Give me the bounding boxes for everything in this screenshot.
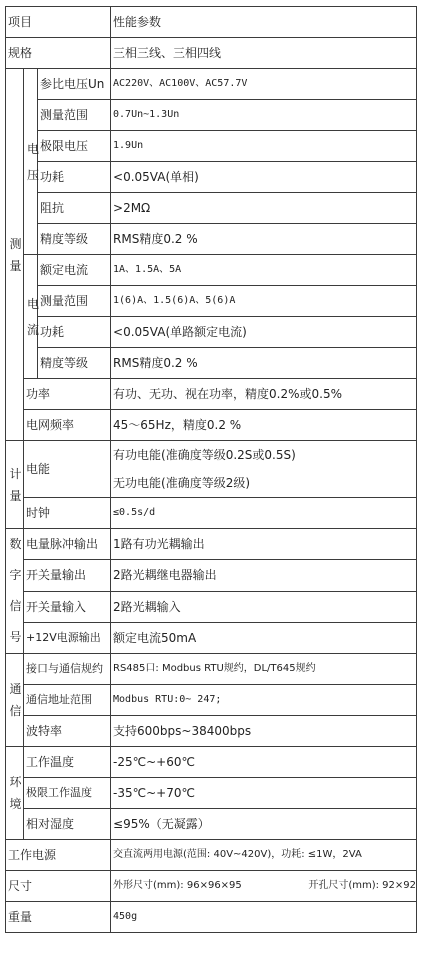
row-label: 电能 bbox=[24, 441, 111, 498]
row-label: 极限工作温度 bbox=[24, 778, 111, 809]
size-outer: 外形尺寸(mm): 96×96×95 bbox=[113, 880, 242, 891]
table-row bbox=[6, 286, 417, 317]
row-value: 2路光耦输入 bbox=[111, 591, 417, 622]
row-label: 时钟 bbox=[24, 498, 111, 529]
row-value: 额定电流50mA bbox=[111, 622, 417, 653]
row-value: 0.7Un~1.3Un bbox=[111, 100, 417, 131]
subcategory-current: 电流 bbox=[24, 255, 38, 379]
table-row bbox=[6, 902, 417, 933]
row-label: 接口与通信规约 bbox=[24, 654, 111, 685]
row-label: 工作电源 bbox=[6, 840, 111, 871]
row-label: 工作温度 bbox=[24, 747, 111, 778]
table-row bbox=[6, 840, 417, 871]
table-row bbox=[6, 100, 417, 131]
table-row bbox=[6, 224, 417, 255]
table-row bbox=[6, 162, 417, 193]
row-label: 参比电压Un bbox=[38, 69, 111, 100]
row-value: 1A、1.5A、5A bbox=[111, 255, 417, 286]
row-value: <0.05VA(单相) bbox=[111, 162, 417, 193]
row-value: ≤95%（无凝露） bbox=[111, 809, 417, 840]
row-label: 功耗 bbox=[38, 162, 111, 193]
table-row bbox=[6, 379, 417, 410]
row-label: 尺寸 bbox=[6, 871, 111, 902]
table-row bbox=[6, 654, 417, 685]
table-row bbox=[6, 560, 417, 591]
row-value: 有功、无功、视在功率，精度0.2%或0.5% bbox=[111, 379, 417, 410]
row-value: 2路光耦继电器输出 bbox=[111, 560, 417, 591]
row-label: 相对湿度 bbox=[24, 809, 111, 840]
row-value: <0.05VA(单路额定电流) bbox=[111, 317, 417, 348]
table-row bbox=[6, 317, 417, 348]
header-item: 项目 bbox=[6, 7, 111, 38]
row-label: 极限电压 bbox=[38, 131, 111, 162]
table-header-row bbox=[6, 7, 417, 38]
header-value: 性能参数 bbox=[111, 7, 417, 38]
table-row bbox=[6, 747, 417, 778]
row-label: 精度等级 bbox=[38, 224, 111, 255]
table-row bbox=[6, 529, 417, 560]
category-metering: 计量 bbox=[6, 441, 24, 529]
category-measurement: 测量 bbox=[6, 69, 24, 441]
row-label: 功率 bbox=[24, 379, 111, 410]
table-row bbox=[6, 193, 417, 224]
energy-reactive: 无功电能(准确度等级2级) bbox=[113, 476, 251, 490]
row-label: 额定电流 bbox=[38, 255, 111, 286]
table-row bbox=[6, 441, 417, 498]
energy-active: 有功电能(准确度等级0.2S或0.5S) bbox=[113, 448, 296, 462]
row-label: 规格 bbox=[6, 38, 111, 69]
table-row bbox=[6, 871, 417, 902]
row-label: 测量范围 bbox=[38, 286, 111, 317]
row-label: 阻抗 bbox=[38, 193, 111, 224]
performance-table bbox=[5, 6, 417, 933]
row-label: 波特率 bbox=[24, 716, 111, 747]
row-value: 三相三线、三相四线 bbox=[111, 38, 417, 69]
table-row bbox=[6, 410, 417, 441]
table-row bbox=[6, 716, 417, 747]
table-row bbox=[6, 809, 417, 840]
row-label: 电量脉冲输出 bbox=[24, 529, 111, 560]
table-row bbox=[6, 38, 417, 69]
row-label: 测量范围 bbox=[38, 100, 111, 131]
table-row bbox=[6, 348, 417, 379]
table-row bbox=[6, 622, 417, 653]
row-label: 功耗 bbox=[38, 317, 111, 348]
table-row bbox=[6, 255, 417, 286]
row-value: ≤0.5s/d bbox=[111, 498, 417, 529]
row-value: RMS精度0.2 % bbox=[111, 224, 417, 255]
row-label: 重量 bbox=[6, 902, 111, 933]
row-label: 开关量输入 bbox=[24, 591, 111, 622]
table-row bbox=[6, 131, 417, 162]
category-digital-signal: 数字信号 bbox=[6, 529, 24, 654]
table-row bbox=[6, 498, 417, 529]
row-value: 45～65Hz，精度0.2 % bbox=[111, 410, 417, 441]
row-label: +12V电源输出 bbox=[24, 622, 111, 653]
row-value: 450g bbox=[111, 902, 417, 933]
row-label: 开关量输出 bbox=[24, 560, 111, 591]
row-label: 精度等级 bbox=[38, 348, 111, 379]
row-value: AC220V、AC100V、AC57.7V bbox=[111, 69, 417, 100]
table-row bbox=[6, 69, 417, 100]
row-value: 交直流两用电源(范围: 40V~420V)，功耗: ≤1W，2VA bbox=[111, 840, 417, 871]
row-value: Modbus RTU:0~ 247; bbox=[111, 685, 417, 716]
category-communication: 通信 bbox=[6, 654, 24, 747]
table-row bbox=[6, 685, 417, 716]
row-value: RMS精度0.2 % bbox=[111, 348, 417, 379]
table-row bbox=[6, 778, 417, 809]
row-value: -25℃~+60℃ bbox=[111, 747, 417, 778]
category-environment: 环境 bbox=[6, 747, 24, 840]
row-label: 电网频率 bbox=[24, 410, 111, 441]
row-value-energy bbox=[111, 441, 417, 498]
row-value: >2MΩ bbox=[111, 193, 417, 224]
table-row bbox=[6, 591, 417, 622]
row-value-size bbox=[111, 871, 417, 902]
subcategory-voltage: 电压 bbox=[24, 69, 38, 255]
row-value: 1.9Un bbox=[111, 131, 417, 162]
row-value: 1路有功光耦输出 bbox=[111, 529, 417, 560]
size-cutout: 开孔尺寸(mm): 92×92 bbox=[308, 880, 417, 891]
row-value: 1(6)A、1.5(6)A、5(6)A bbox=[111, 286, 417, 317]
row-value: 支持600bps~38400bps bbox=[111, 716, 417, 747]
row-value: RS485口: Modbus RTU规约，DL/T645规约 bbox=[111, 654, 417, 685]
row-label: 通信地址范围 bbox=[24, 685, 111, 716]
row-value: -35℃~+70℃ bbox=[111, 778, 417, 809]
